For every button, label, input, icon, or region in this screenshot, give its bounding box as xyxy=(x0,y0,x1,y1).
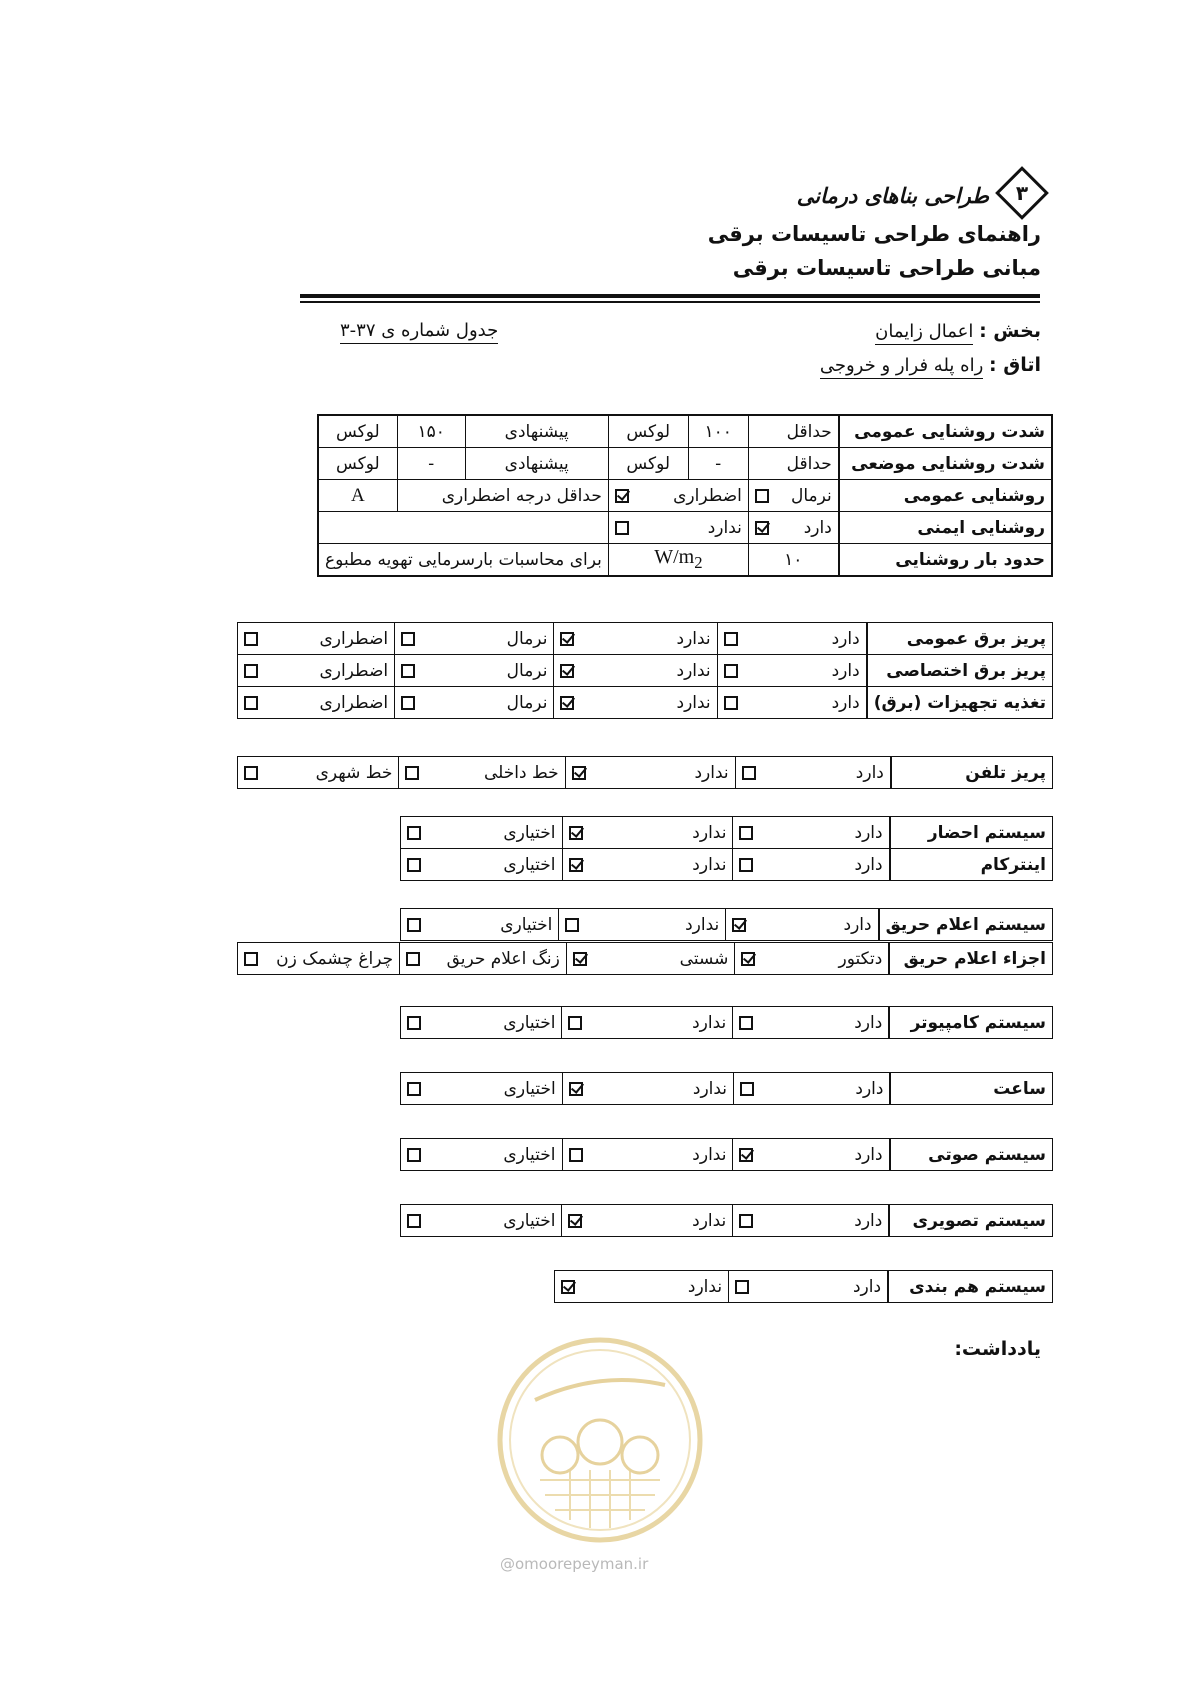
local-intensity-row: شدت روشنایی موضعی حداقل - لوکس پیشنهادی - لوکس xyxy=(318,448,1052,480)
none-checkbox[interactable] xyxy=(560,632,574,646)
lighting-table xyxy=(317,414,1053,577)
optional-checkbox[interactable] xyxy=(407,826,421,840)
has-checkbox[interactable] xyxy=(739,1148,753,1162)
section-value: اعمال زایمان xyxy=(875,321,973,345)
emergency-checkbox[interactable] xyxy=(244,696,258,710)
power-row: پریز برق عمومی دارد ندارد نرمال اضطراری xyxy=(238,623,1053,655)
optional-checkbox[interactable] xyxy=(407,1214,421,1228)
bonding-table xyxy=(554,1270,1053,1303)
emergency-checkbox[interactable] xyxy=(244,632,258,646)
power-table xyxy=(237,622,1053,719)
flasher-checkbox[interactable] xyxy=(244,952,258,966)
chapter-badge: ۳ xyxy=(995,166,1049,220)
has-checkbox[interactable] xyxy=(732,918,746,932)
has-checkbox[interactable] xyxy=(724,632,738,646)
header-rule xyxy=(300,294,1040,298)
load-unit: $W/m_2$ xyxy=(608,544,748,577)
general-lighting-row: روشنایی عمومی نرمال اضطراری حداقل درجه اضطراری A xyxy=(318,480,1052,512)
has-checkbox[interactable] xyxy=(740,1082,754,1096)
emergency-checkbox[interactable] xyxy=(244,664,258,678)
room-value: راه پله فرار و خروجی xyxy=(820,355,983,379)
has-checkbox[interactable] xyxy=(724,664,738,678)
sound-row: سیستم صوتی دارد ندارد اختیاری xyxy=(401,1139,1053,1171)
table-number: جدول شماره ی ۳۷-۳ xyxy=(340,320,498,341)
fire-parts-row: اجزاء اعلام حریق دتکتور شستی زنگ اعلام حریق چراغ چشمک زن xyxy=(238,943,1053,975)
fire-alarm-table xyxy=(400,908,1053,941)
none-checkbox[interactable] xyxy=(569,826,583,840)
has-checkbox[interactable] xyxy=(739,1214,753,1228)
power-row: تغذیه تجهیزات (برق) دارد ندارد نرمال اضطراری xyxy=(238,687,1053,719)
room-line: اتاق : راه پله فرار و خروجی xyxy=(820,354,1041,376)
power-row: پریز برق اختصاصی دارد ندارد نرمال اضطراری xyxy=(238,655,1053,687)
watermark-logo xyxy=(490,1330,710,1550)
emergency-checkbox[interactable] xyxy=(615,489,629,503)
manual-call-checkbox[interactable] xyxy=(573,952,587,966)
none-checkbox[interactable] xyxy=(561,1280,575,1294)
clock-table xyxy=(400,1072,1053,1105)
none-checkbox[interactable] xyxy=(568,1214,582,1228)
fire-parts-table xyxy=(237,942,1053,975)
safety-lighting-row: روشنایی ایمنی دارد ندارد xyxy=(318,512,1052,544)
section-line: بخش : اعمال زایمان xyxy=(875,320,1041,342)
none-checkbox[interactable] xyxy=(560,696,574,710)
phone-row: پریز تلفن دارد ندارد خط داخلی خط شهری xyxy=(238,757,1053,789)
none-checkbox[interactable] xyxy=(565,918,579,932)
has-checkbox[interactable] xyxy=(735,1280,749,1294)
bell-checkbox[interactable] xyxy=(406,952,420,966)
has-checkbox[interactable] xyxy=(739,858,753,872)
load-row: حدود بار روشنایی ۱۰ $W/m_2$ برای محاسبات بارسرمایی تهویه مطبوع xyxy=(318,544,1052,577)
has-checkbox[interactable] xyxy=(739,1016,753,1030)
normal-checkbox[interactable] xyxy=(401,632,415,646)
clock-row: ساعت دارد ندارد اختیاری xyxy=(401,1073,1053,1105)
call-table xyxy=(400,816,1053,881)
none-checkbox[interactable] xyxy=(568,1016,582,1030)
none-checkbox[interactable] xyxy=(569,1082,583,1096)
internal-line-checkbox[interactable] xyxy=(405,766,419,780)
none-checkbox[interactable] xyxy=(615,521,629,535)
normal-checkbox[interactable] xyxy=(401,664,415,678)
attendance-row: سیستم احضار دارد ندارد اختیاری xyxy=(401,817,1053,849)
watermark-site: @omoorepeyman.ir xyxy=(500,1555,649,1573)
computer-row: سیستم کامپیوتر دارد ندارد اختیاری xyxy=(401,1007,1053,1039)
intercom-row: اینترکام دارد ندارد اختیاری xyxy=(401,849,1053,881)
general-intensity-row: شدت روشنایی عمومی حداقل ۱۰۰ لوکس پیشنهادی ۱۵۰ لوکس xyxy=(318,415,1052,448)
has-checkbox[interactable] xyxy=(755,521,769,535)
book-title: ۳ طراحی بناهای درمانی xyxy=(797,178,1041,216)
detector-checkbox[interactable] xyxy=(741,952,755,966)
optional-checkbox[interactable] xyxy=(407,918,421,932)
optional-checkbox[interactable] xyxy=(407,1148,421,1162)
none-checkbox[interactable] xyxy=(560,664,574,678)
normal-checkbox[interactable] xyxy=(401,696,415,710)
basis-title: مبانی طراحی تاسیسات برقی xyxy=(732,256,1041,280)
header-rule-thin xyxy=(300,301,1040,303)
optional-checkbox[interactable] xyxy=(407,1082,421,1096)
none-checkbox[interactable] xyxy=(569,858,583,872)
optional-checkbox[interactable] xyxy=(407,858,421,872)
video-row: سیستم تصویری دارد ندارد اختیاری xyxy=(401,1205,1053,1237)
has-checkbox[interactable] xyxy=(724,696,738,710)
optional-checkbox[interactable] xyxy=(407,1016,421,1030)
video-table xyxy=(400,1204,1053,1237)
sound-table xyxy=(400,1138,1053,1171)
bonding-row: سیستم هم بندی دارد ندارد xyxy=(555,1271,1053,1303)
normal-checkbox[interactable] xyxy=(755,489,769,503)
has-checkbox[interactable] xyxy=(739,826,753,840)
notes-label: یادداشت: xyxy=(954,1338,1041,1360)
city-line-checkbox[interactable] xyxy=(244,766,258,780)
none-checkbox[interactable] xyxy=(569,1148,583,1162)
has-checkbox[interactable] xyxy=(742,766,756,780)
none-checkbox[interactable] xyxy=(572,766,586,780)
phone-table xyxy=(237,756,1053,789)
fire-alarm-row: سیستم اعلام حریق دارد ندارد اختیاری xyxy=(401,909,1053,941)
computer-table xyxy=(400,1006,1053,1039)
guide-title: راهنمای طراحی تاسیسات برقی xyxy=(707,222,1041,246)
